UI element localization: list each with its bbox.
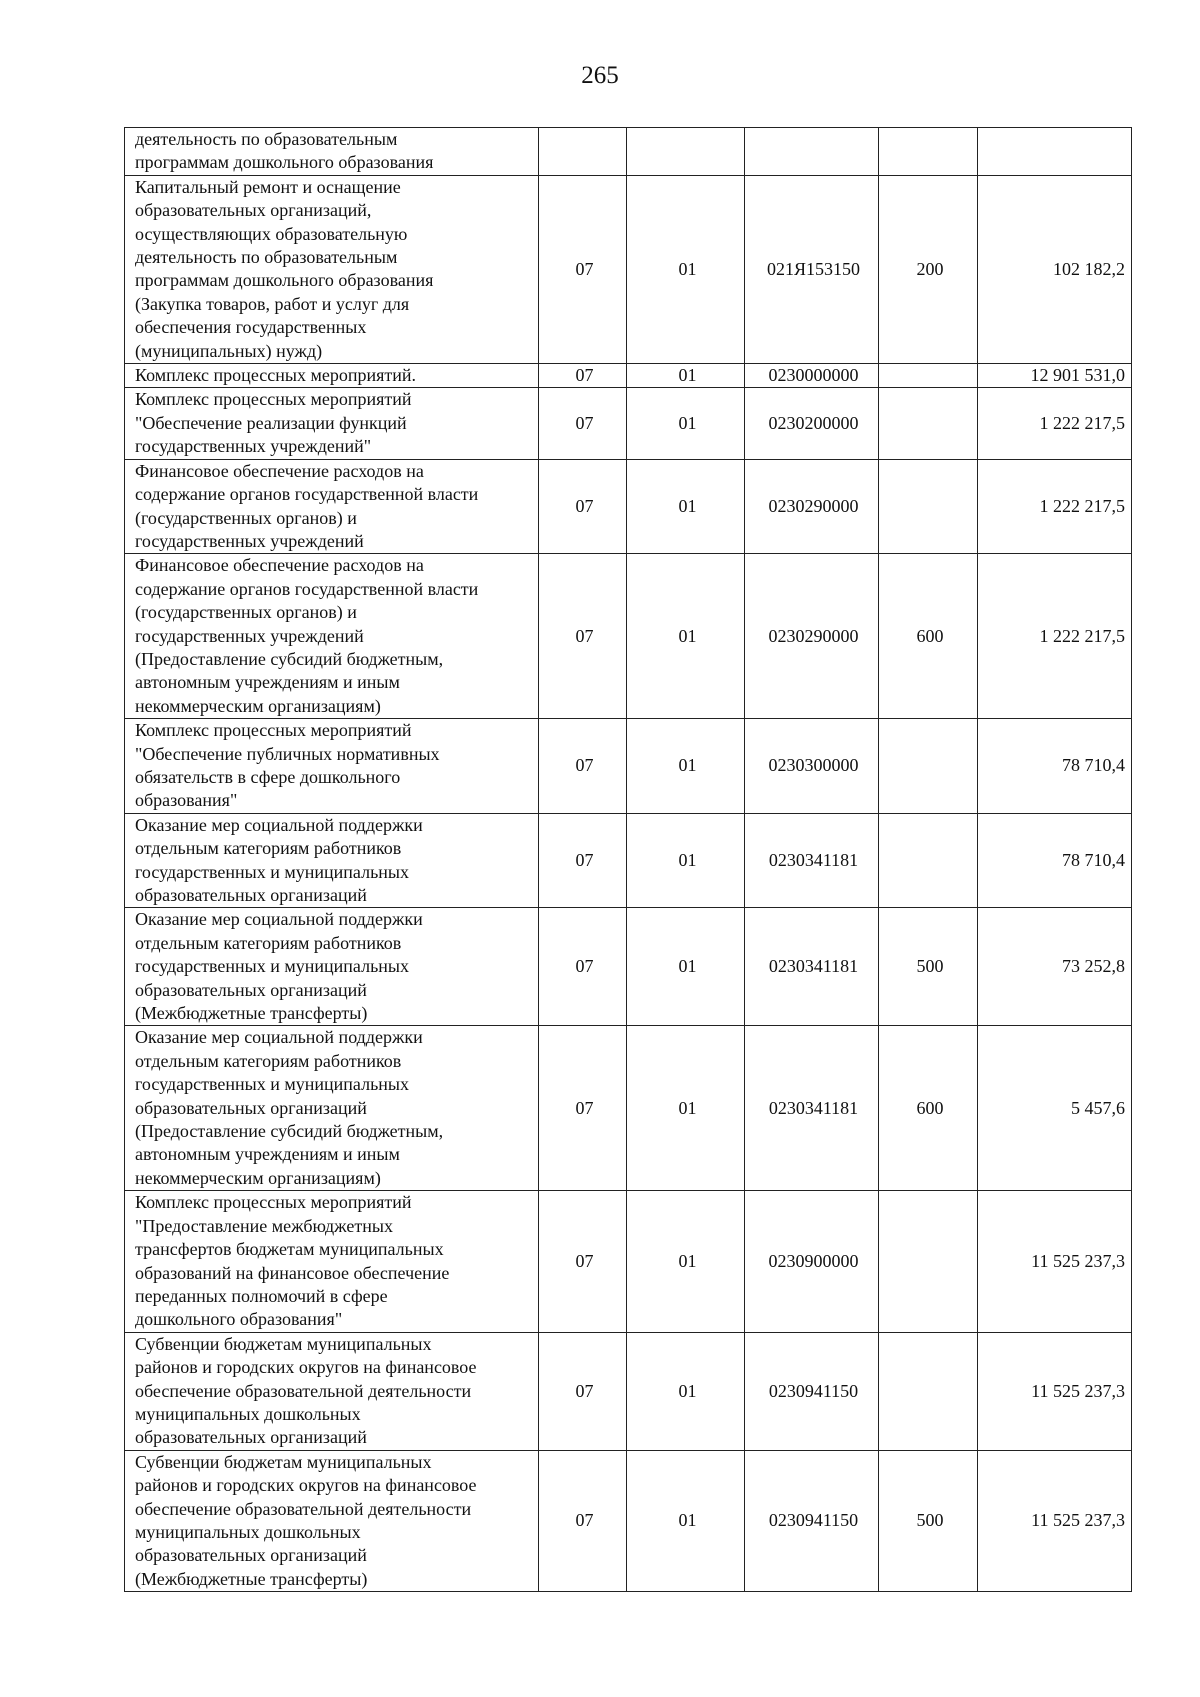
table-row — [125, 128, 1132, 176]
cell-expense-type — [879, 364, 978, 388]
cell-description: Оказание мер социальной поддержки отдельным категориям работников государственных и муниципальных образовательных организаций — [125, 813, 539, 908]
table-row — [125, 388, 1132, 459]
cell-description: Комплекс процессных мероприятий "Обеспечение публичных нормативных обязательств в сфере дошкольного образования" — [125, 719, 539, 814]
cell-target-article: 021Я153150 — [745, 175, 879, 363]
cell-subsection: 01 — [627, 388, 745, 459]
cell-amount: 11 525 237,3 — [978, 1191, 1132, 1332]
cell-subsection: 01 — [627, 459, 745, 554]
table-row — [125, 1450, 1132, 1591]
cell-amount: 1 222 217,5 — [978, 459, 1132, 554]
cell-target-article — [745, 128, 879, 176]
cell-expense-type: 200 — [879, 175, 978, 363]
cell-expense-type: 600 — [879, 1026, 978, 1191]
cell-expense-type: 600 — [879, 554, 978, 719]
cell-target-article: 0230200000 — [745, 388, 879, 459]
cell-amount: 73 252,8 — [978, 908, 1132, 1026]
budget-table — [124, 127, 1132, 1592]
table-row — [125, 719, 1132, 814]
table-row — [125, 175, 1132, 363]
cell-description: Финансовое обеспечение расходов на содержание органов государственной власти (государственных органов) и государственных учреждений (Предоставление субсидий бюджетным, автономным учреждениям и иным некоммерческим организациям) — [125, 554, 539, 719]
cell-description: Комплекс процессных мероприятий "Предоставление межбюджетных трансфертов бюджетам муниципальных образований на финансовое обеспечение переданных полномочий в сфере дошкольного образования" — [125, 1191, 539, 1332]
cell-target-article: 0230941150 — [745, 1450, 879, 1591]
cell-subsection: 01 — [627, 175, 745, 363]
cell-expense-type — [879, 1191, 978, 1332]
table-row — [125, 1191, 1132, 1332]
cell-expense-type — [879, 128, 978, 176]
cell-subsection: 01 — [627, 1450, 745, 1591]
cell-target-article: 0230941150 — [745, 1332, 879, 1450]
cell-description: Оказание мер социальной поддержки отдельным категориям работников государственных и муниципальных образовательных организаций (Межбюджетные трансферты) — [125, 908, 539, 1026]
cell-amount: 102 182,2 — [978, 175, 1132, 363]
table-row — [125, 554, 1132, 719]
cell-subsection: 01 — [627, 1332, 745, 1450]
cell-section: 07 — [539, 908, 627, 1026]
cell-expense-type — [879, 388, 978, 459]
cell-description: Комплекс процессных мероприятий "Обеспечение реализации функций государственных учреждений" — [125, 388, 539, 459]
cell-amount: 11 525 237,3 — [978, 1450, 1132, 1591]
cell-expense-type: 500 — [879, 908, 978, 1026]
cell-amount: 1 222 217,5 — [978, 554, 1132, 719]
cell-subsection: 01 — [627, 1191, 745, 1332]
cell-target-article: 0230341181 — [745, 813, 879, 908]
cell-amount: 12 901 531,0 — [978, 364, 1132, 388]
cell-target-article: 0230290000 — [745, 554, 879, 719]
cell-section: 07 — [539, 1450, 627, 1591]
page-number: 265 — [581, 62, 619, 89]
cell-section: 07 — [539, 388, 627, 459]
cell-expense-type: 500 — [879, 1450, 978, 1591]
cell-description: Субвенции бюджетам муниципальных районов и городских округов на финансовое обеспечение образовательной деятельности муниципальных дошкольных образовательных организаций (Межбюджетные трансферты) — [125, 1450, 539, 1591]
cell-description: Оказание мер социальной поддержки отдельным категориям работников государственных и муниципальных образовательных организаций (Предоставление субсидий бюджетным, автономным учреждениям и иным некоммерческим организациям) — [125, 1026, 539, 1191]
cell-target-article: 0230000000 — [745, 364, 879, 388]
cell-description: Субвенции бюджетам муниципальных районов и городских округов на финансовое обеспечение образовательной деятельности муниципальных дошкольных образовательных организаций — [125, 1332, 539, 1450]
cell-subsection: 01 — [627, 719, 745, 814]
cell-section: 07 — [539, 554, 627, 719]
cell-target-article: 0230900000 — [745, 1191, 879, 1332]
cell-section: 07 — [539, 175, 627, 363]
cell-subsection — [627, 128, 745, 176]
cell-description: Комплекс процессных мероприятий. — [125, 364, 539, 388]
cell-target-article: 0230300000 — [745, 719, 879, 814]
cell-section: 07 — [539, 1191, 627, 1332]
cell-subsection: 01 — [627, 1026, 745, 1191]
cell-expense-type — [879, 459, 978, 554]
cell-subsection: 01 — [627, 908, 745, 1026]
cell-subsection: 01 — [627, 554, 745, 719]
cell-subsection: 01 — [627, 364, 745, 388]
cell-section: 07 — [539, 1026, 627, 1191]
cell-amount: 11 525 237,3 — [978, 1332, 1132, 1450]
cell-amount — [978, 128, 1132, 176]
cell-target-article: 0230341181 — [745, 908, 879, 1026]
table-row — [125, 459, 1132, 554]
cell-section: 07 — [539, 1332, 627, 1450]
cell-expense-type — [879, 1332, 978, 1450]
cell-expense-type — [879, 719, 978, 814]
table-body — [125, 128, 1132, 1592]
cell-description: Капитальный ремонт и оснащение образовательных организаций, осуществляющих образовательную деятельность по образовательным программам дошкольного образования (Закупка товаров, работ и услуг для обеспечения государственных (муниципальных) нужд) — [125, 175, 539, 363]
cell-section: 07 — [539, 719, 627, 814]
cell-section — [539, 128, 627, 176]
cell-section: 07 — [539, 459, 627, 554]
cell-description: деятельность по образовательным программам дошкольного образования — [125, 128, 539, 176]
cell-subsection: 01 — [627, 813, 745, 908]
cell-expense-type — [879, 813, 978, 908]
table-row — [125, 1332, 1132, 1450]
cell-target-article: 0230290000 — [745, 459, 879, 554]
table-row — [125, 813, 1132, 908]
table-row — [125, 908, 1132, 1026]
cell-description: Финансовое обеспечение расходов на содержание органов государственной власти (государственных органов) и государственных учреждений — [125, 459, 539, 554]
cell-section: 07 — [539, 813, 627, 908]
cell-amount: 1 222 217,5 — [978, 388, 1132, 459]
cell-section: 07 — [539, 364, 627, 388]
cell-amount: 5 457,6 — [978, 1026, 1132, 1191]
cell-amount: 78 710,4 — [978, 719, 1132, 814]
cell-amount: 78 710,4 — [978, 813, 1132, 908]
cell-target-article: 0230341181 — [745, 1026, 879, 1191]
table-row — [125, 364, 1132, 388]
table-row — [125, 1026, 1132, 1191]
